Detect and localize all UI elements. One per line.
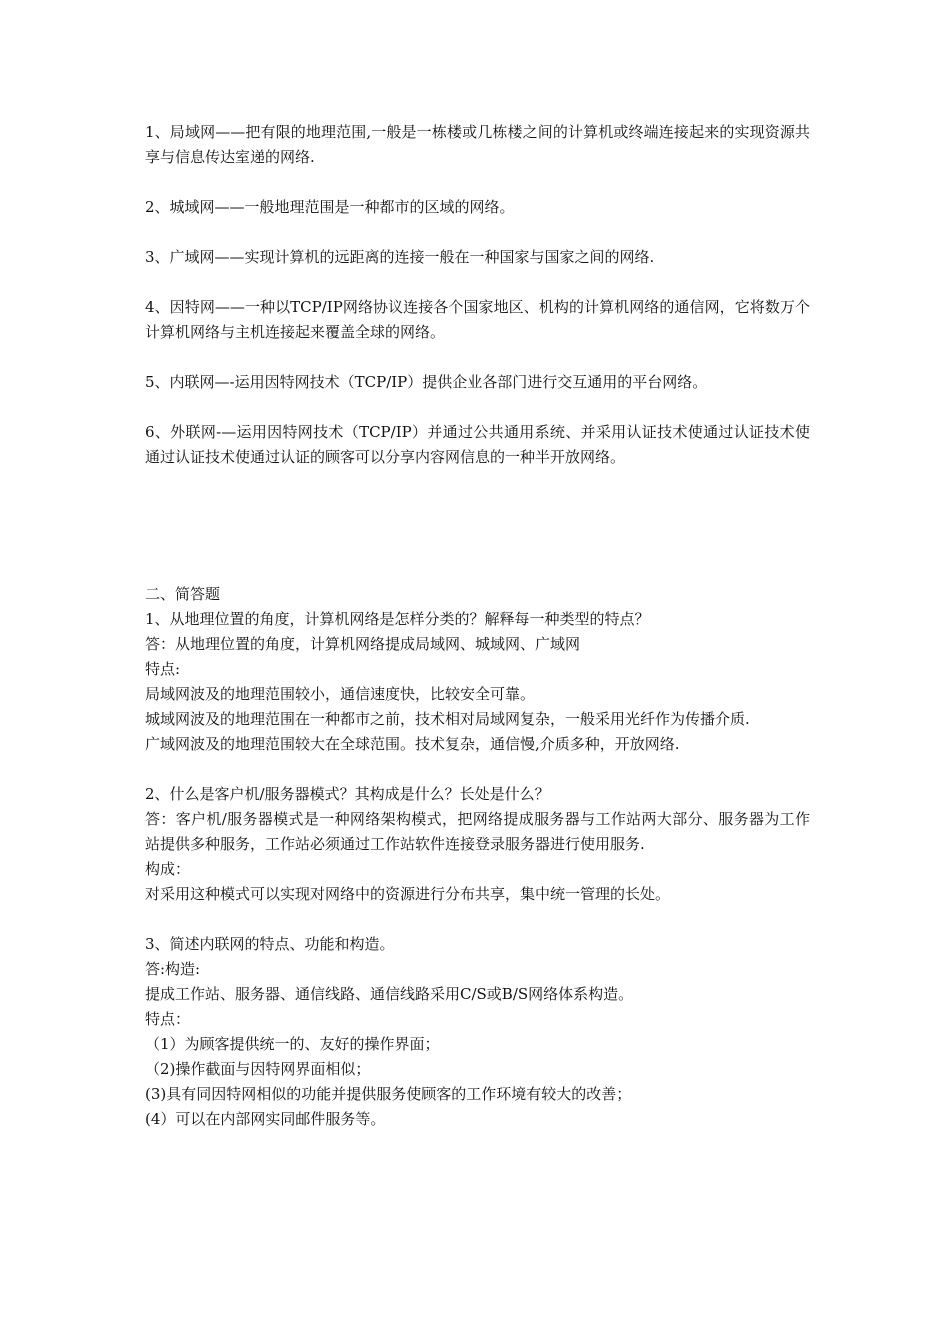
definition-extranet: 6、外联网-—运用因特网技术（TCP/IP）并通过公共通用系统、并采用认证技术使通过认证技术使通过认证技术使通过认证的顾客可以分享内容网信息的一种半开放网络。 [145, 423, 810, 466]
q3-point-4: (4）可以在内部网实同邮件服务等。 [145, 1110, 386, 1128]
q1-feature-wan: 广域网波及的地理范围较大在全球范围。技术复杂，通信慢,介质多种，开放网络. [145, 735, 680, 753]
q1-question: 1、从地理位置的角度，计算机网络是怎样分类的？解释每一种类型的特点？ [145, 610, 650, 628]
q3-point-1: （1）为顾客提供统一的、友好的操作界面； [145, 1035, 440, 1053]
q1-feature-lan: 局域网波及的地理范围较小，通信速度快，比较安全可靠。 [145, 685, 536, 703]
q1-feature-man: 城域网波及的地理范围在一种都市之前，技术相对局域网复杂，一般采用光纤作为传播介质. [145, 710, 750, 728]
q1-answer: 答：从地理位置的角度，计算机网络提成局域网、城域网、广域网 [145, 635, 581, 653]
definition-intranet: 5、内联网—-运用因特网技术（TCP/IP）提供企业各部门进行交互通用的平台网络。 [145, 373, 708, 391]
q1-features-label: 特点: [145, 660, 181, 678]
document-page [145, 120, 810, 1132]
q3-point-3: (3)具有同因特网相似的功能并提供服务使顾客的工作环境有较大的改善； [145, 1085, 632, 1103]
q2-question: 2、什么是客户机/服务器模式？其构成是什么？长处是什么？ [145, 785, 550, 803]
q2-advantage: 对采用这种模式可以实现对网络中的资源进行分布共享，集中统一管理的长处。 [145, 885, 671, 903]
definition-internet: 4、因特网——一种以TCP/IP网络协议连接各个国家地区、机构的计算机网络的通信网，它将数万个计算机网络与主机连接起来覆盖全球的网络。 [145, 298, 810, 341]
q3-structure-label: 答:构造: [145, 960, 201, 978]
definition-wan: 3、广域网——实现计算机的远距离的连接一般在一种国家与国家之间的网络. [145, 248, 655, 266]
definition-man: 2、城域网——一般地理范围是一种都市的区域的网络。 [145, 198, 515, 216]
q2-composition-label: 构成： [145, 860, 191, 878]
q2-answer: 答：客户机/服务器模式是一种网络架构模式，把网络提成服务器与工作站两大部分、服务器为工作站提供多种服务，工作站必须通过工作站软件连接登录服务器进行使用服务. [145, 810, 810, 853]
section-title: 二、简答题 [145, 585, 221, 603]
q3-features-label: 特点： [145, 1010, 191, 1028]
q3-question: 3、简述内联网的特点、功能和构造。 [145, 935, 395, 953]
q3-structure: 提成工作站、服务器、通信线路、通信线路采用C/S或B/S网络体系构造。 [145, 985, 634, 1003]
definition-lan: 1、局域网——把有限的地理范围,一般是一栋楼或几栋楼之间的计算机或终端连接起来的实现资源共享与信息传达室递的网络. [145, 123, 810, 166]
q3-point-2: （2)操作截面与因特网界面相似； [145, 1060, 371, 1078]
